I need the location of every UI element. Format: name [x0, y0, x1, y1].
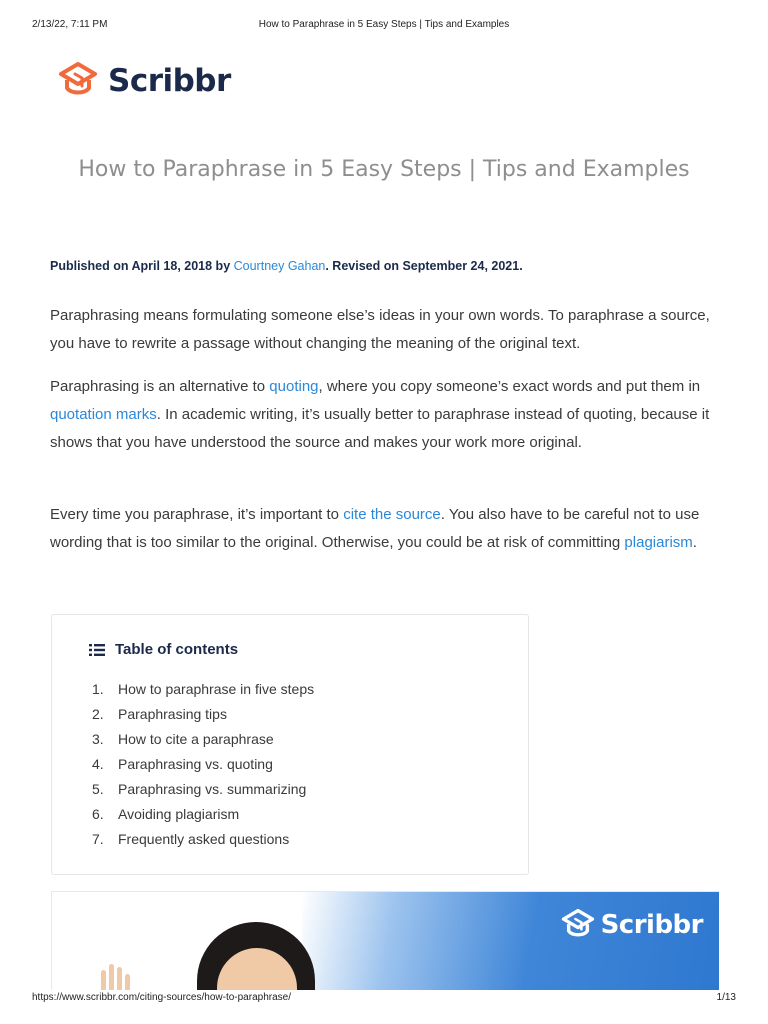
toc-item-label[interactable]: Paraphrasing tips [118, 706, 227, 722]
quoting-link[interactable]: quoting [269, 378, 319, 395]
toc-item-label[interactable]: Avoiding plagiarism [118, 806, 240, 822]
toc-item[interactable] [92, 752, 314, 777]
toc-header [89, 641, 238, 658]
toc-item-number: 1. [92, 681, 104, 697]
banner-logo [561, 908, 703, 942]
waving-hand-illustration [95, 964, 135, 990]
page-title: How to Paraphrase in 5 Easy Steps | Tips and Examples [78, 157, 690, 182]
toc-item-number: 4. [92, 756, 104, 772]
text-segment: . [692, 534, 697, 551]
print-doc-title: How to Paraphrase in 5 Easy Steps | Tips and Examples [258, 19, 510, 30]
table-of-contents [51, 614, 529, 875]
list-icon [89, 643, 105, 657]
intro-paragraph-1: Paraphrasing means formulating someone else’s ideas in your own words. To paraphrase a source, you have to rewrite a passage without changing the meaning of the original text. [50, 307, 710, 352]
revised-date: . Revised on September 24, 2021. [325, 259, 523, 273]
toc-item-number: 7. [92, 831, 104, 847]
toc-item-label[interactable]: Paraphrasing vs. summarizing [118, 781, 307, 797]
toc-item-number: 5. [92, 781, 104, 797]
print-page-number: 1/13 [716, 992, 736, 1003]
published-date: Published on April 18, 2018 by [50, 259, 234, 273]
cite-the-source-link[interactable]: cite the source [343, 506, 441, 523]
toc-item-number: 6. [92, 806, 104, 822]
text-segment: Paraphrasing is an alternative to [50, 378, 270, 395]
toc-item[interactable] [92, 702, 314, 727]
plagiarism-link[interactable]: plagiarism [624, 534, 693, 551]
toc-item-label[interactable]: How to paraphrase in five steps [118, 681, 315, 697]
toc-list [92, 677, 314, 852]
quotation-marks-link[interactable]: quotation marks [50, 406, 157, 423]
toc-item[interactable] [92, 827, 314, 852]
toc-item-label[interactable]: Frequently asked questions [118, 831, 290, 847]
graduation-cap-icon [561, 908, 595, 942]
toc-item[interactable] [92, 777, 314, 802]
toc-item[interactable] [92, 677, 314, 702]
print-header [0, 19, 768, 33]
byline [50, 259, 523, 273]
text-segment: . You also have to be careful not to use wording that is too similar to the original. Otherwise, you could be at risk of committing [50, 506, 700, 551]
toc-item-number: 3. [92, 731, 104, 747]
intro-paragraph-2 [50, 373, 730, 457]
graduation-cap-icon [58, 61, 98, 101]
logo-text: Scribbr [108, 63, 231, 99]
intro-paragraph-3 [50, 501, 730, 557]
text-segment: . In academic writing, it’s usually better to paraphrase instead of quoting, because it shows that you have understood the source and makes your work more original. [50, 406, 710, 451]
banner-logo-text: Scribbr [600, 910, 703, 940]
author-link[interactable]: Courtney Gahan [233, 259, 326, 273]
text-segment: , where you copy someone’s exact words and put them in [318, 378, 701, 395]
toc-item-label[interactable]: Paraphrasing vs. quoting [118, 756, 273, 772]
toc-item[interactable] [92, 802, 314, 827]
toc-item-number: 2. [92, 706, 104, 722]
print-datetime: 2/13/22, 7:11 PM [32, 19, 108, 30]
promo-banner[interactable] [51, 891, 719, 990]
print-footer [0, 992, 768, 1006]
print-url: https://www.scribbr.com/citing-sources/how-to-paraphrase/ [32, 992, 291, 1003]
scribbr-logo[interactable] [58, 60, 231, 102]
toc-title: Table of contents [115, 641, 239, 658]
toc-item[interactable] [92, 727, 314, 752]
toc-item-label[interactable]: How to cite a paraphrase [118, 731, 274, 747]
text-segment: Every time you paraphrase, it’s important to [50, 506, 344, 523]
